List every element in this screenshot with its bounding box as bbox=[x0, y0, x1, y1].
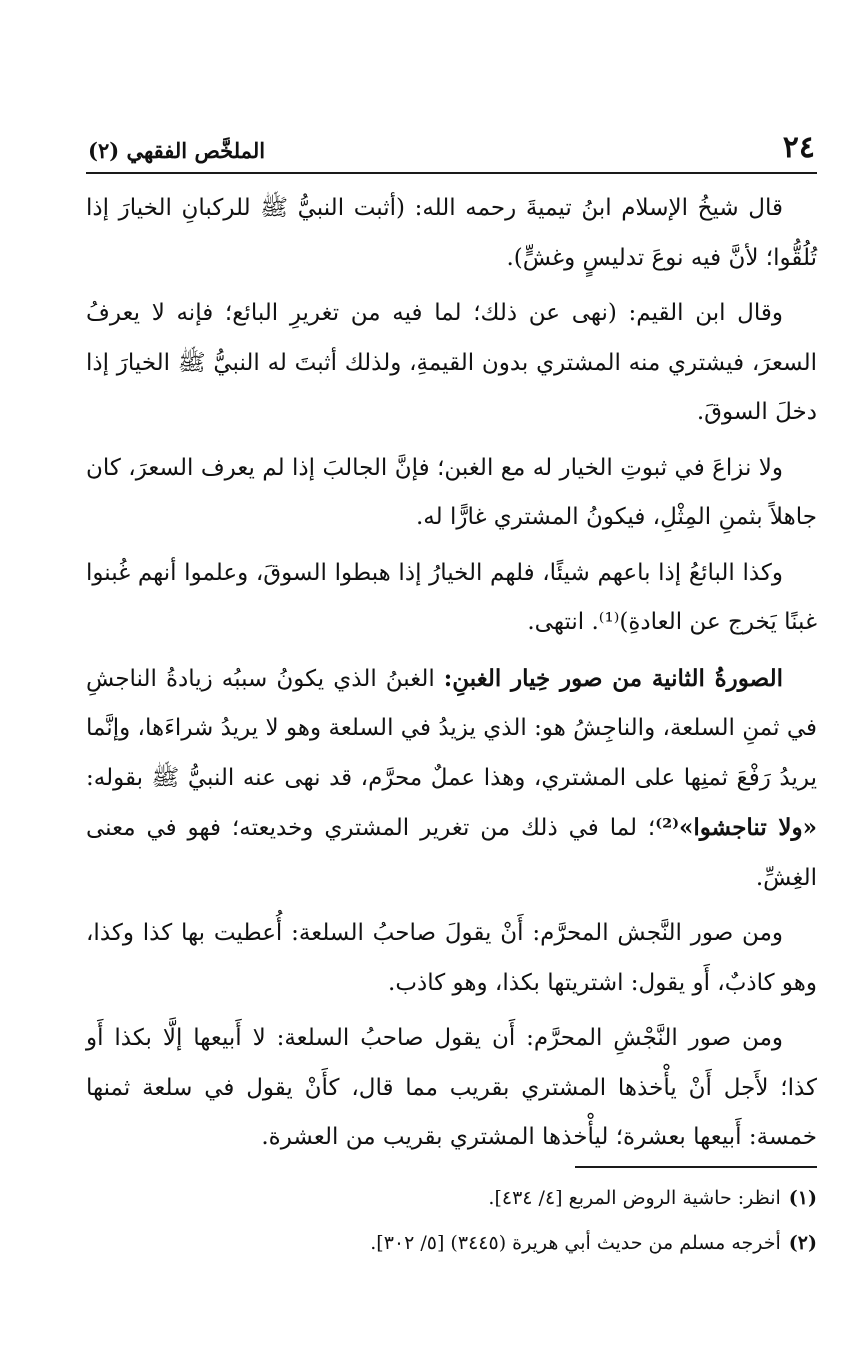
running-title: الملخَّص الفقهي (٢) bbox=[88, 138, 266, 163]
footnote-text: أخرجه مسلم من حديث أبي هريرة (٣٤٤٥) [٥/ ٣٠٢]. bbox=[370, 1232, 781, 1254]
book-page bbox=[86, 0, 817, 1366]
paragraph-najsh-form-2: ومن صور النَّجْشِ المحرَّم: أَن يقول صاحبُ السلعة: لا أَبيعها إلَّا بكذا أَو كذا؛ لأَجل أَنْ يأْخذها المشتري بقريب مما قال، كأَنْ يقول في سلعة ثمنها خمسة: أَبيعها بعشرة؛ ليأْخذها المشتري بقريب من العشرة. bbox=[86, 1025, 817, 1150]
page-body bbox=[86, 184, 817, 1169]
paragraph-no-dispute: ولا نزاعَ في ثبوتِ الخيار له مع الغبن؛ فإنَّ الجالبَ إذا لم يعرف السعرَ، كان جاهلاً بثمنِ المِثْلِ، فيكونُ المشتري غارًّا له. bbox=[86, 454, 817, 530]
paragraph-ibn-alqayyim: وقال ابن القيم: (نهى عن ذلك؛ لما فيه من تغريرِ البائع؛ فإنه لا يعرفُ السعرَ، فيشتري منه المشتري بدون القيمةِ، ولذلك أثبتَ له النبيُّ ﷺ الخيارَ إذا دخلَ السوقَ. bbox=[86, 300, 817, 425]
paragraph-text: الغبنُ الذي يكونُ سببُه زيادةُ الناجشِ في ثمنِ السلعة، والناجِشُ هو: الذي يزيدُ في السلعة وهو لا يريدُ شراءَها، وإنَّما يريدُ رَفْعَ ثمنِها على المشتري، وهذا عملٌ محرَّم، قد نهى عنه النبيُّ ﷺ بقوله: bbox=[86, 665, 817, 791]
section-heading: الصورةُ الثانية من صور خِيار الغبنِ: bbox=[443, 664, 783, 692]
footnote-text: انظر: حاشية الروض المربع [٤/ ٤٣٤]. bbox=[488, 1187, 781, 1209]
footnote-divider bbox=[575, 1166, 817, 1168]
paragraph-seller: وكذا البائعُ إذا باعهم شيئًا، فلهم الخيارُ إذا هبطوا السوقَ، وعلموا أنهم غُبنوا غبنًا يَخرج عن العادةِ)⁽¹⁾. انتهى. bbox=[86, 559, 817, 635]
page-number: ٢٤ bbox=[782, 130, 815, 165]
footnote-2 bbox=[86, 1221, 817, 1266]
paragraph-second-form bbox=[86, 654, 817, 904]
page-header bbox=[86, 128, 817, 174]
paragraph-tail: ؛ لما في ذلك من تغرير المشتري وخديعته؛ فهو في معنى الغِشِّ. bbox=[86, 815, 817, 891]
footnote-number: (١) bbox=[788, 1187, 817, 1209]
footnote-number: (٢) bbox=[788, 1232, 817, 1254]
paragraph-ibn-taymiyyah: قال شيخُ الإسلام ابنُ تيميةَ رحمه الله: (أثبت النبيُّ ﷺ للركبانِ الخيارَ إذا تُلُقُّوا؛ لأنَّ فيه نوعَ تدليسٍ وغشٍّ). bbox=[86, 195, 817, 271]
footnotes bbox=[86, 1176, 817, 1266]
hadith-quote: «ولا تناجشوا»⁽²⁾ bbox=[655, 814, 817, 841]
paragraph-najsh-form-1: ومن صور النَّجش المحرَّم: أَنْ يقولَ صاحبُ السلعة: أُعطيت بها كذا وكذا، وهو كاذبٌ، أَو يقول: اشتريتها بكذا، وهو كاذب. bbox=[86, 920, 817, 996]
footnote-1 bbox=[86, 1176, 817, 1221]
